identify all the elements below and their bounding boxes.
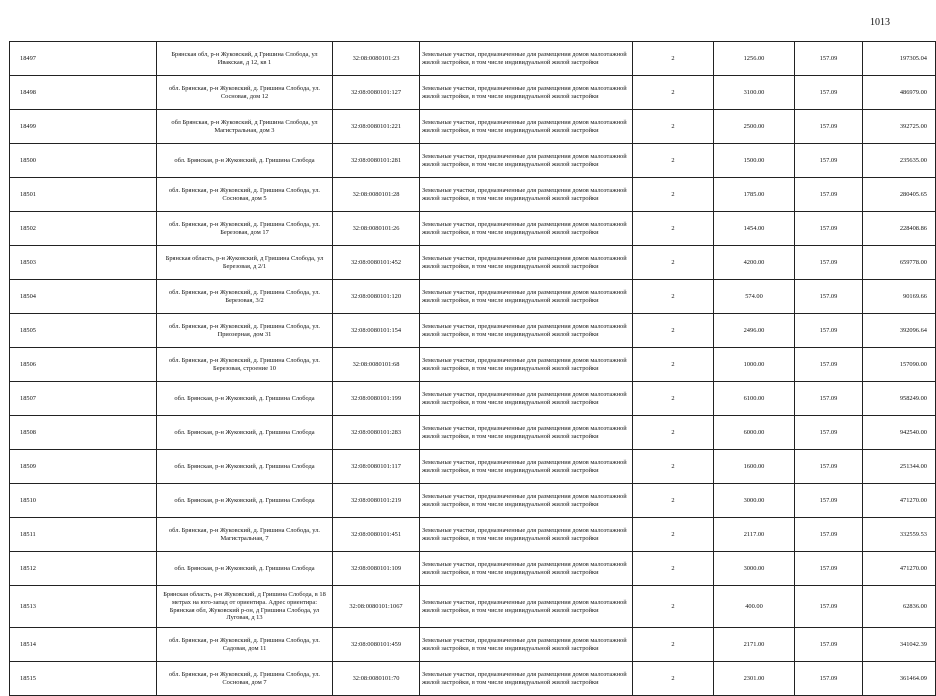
category-cell: 2 xyxy=(633,628,714,662)
row-number-cell: 18499 xyxy=(10,110,157,144)
row-number-cell: 18498 xyxy=(10,76,157,110)
land-use-cell: Земельные участки, предназначенные для размещения домов малоэтажной жилой застройки, в том числе индивидуальной жилой застройки xyxy=(420,484,633,518)
cadastral-value-cell: 471270.00 xyxy=(863,552,936,586)
table-row xyxy=(10,144,936,178)
land-use-cell: Земельные участки, предназначенные для размещения домов малоэтажной жилой застройки, в том числе индивидуальной жилой застройки xyxy=(420,348,633,382)
row-number-cell: 18503 xyxy=(10,246,157,280)
rate-cell: 157.09 xyxy=(795,76,863,110)
address-cell: обл. Брянская, р-н Жуковский, д. Гришина Слобода, ул. Березовая, 3/2 xyxy=(157,280,333,314)
cadastral-value-cell: 486979.00 xyxy=(863,76,936,110)
category-cell: 2 xyxy=(633,518,714,552)
cadastral-number-cell: 32:08:0080101:1067 xyxy=(333,586,420,628)
table-row xyxy=(10,518,936,552)
land-use-cell: Земельные участки, предназначенные для размещения домов малоэтажной жилой застройки, в том числе индивидуальной жилой застройки xyxy=(420,628,633,662)
category-cell: 2 xyxy=(633,76,714,110)
area-cell: 1785.00 xyxy=(714,178,795,212)
category-cell: 2 xyxy=(633,280,714,314)
row-number-cell: 18515 xyxy=(10,662,157,696)
cadastral-number-cell: 32:08:0080101:120 xyxy=(333,280,420,314)
cadastral-value-cell: 392096.64 xyxy=(863,314,936,348)
rate-cell: 157.09 xyxy=(795,484,863,518)
category-cell: 2 xyxy=(633,178,714,212)
area-cell: 3100.00 xyxy=(714,76,795,110)
cadastral-value-cell: 157090.00 xyxy=(863,348,936,382)
land-use-cell: Земельные участки, предназначенные для размещения домов малоэтажной жилой застройки, в том числе индивидуальной жилой застройки xyxy=(420,314,633,348)
area-cell: 3000.00 xyxy=(714,484,795,518)
row-number-cell: 18504 xyxy=(10,280,157,314)
land-use-cell: Земельные участки, предназначенные для размещения домов малоэтажной жилой застройки, в том числе индивидуальной жилой застройки xyxy=(420,144,633,178)
table-row xyxy=(10,280,936,314)
table-row xyxy=(10,382,936,416)
land-use-cell: Земельные участки, предназначенные для размещения домов малоэтажной жилой застройки, в том числе индивидуальной жилой застройки xyxy=(420,42,633,76)
cadastral-number-cell: 32:08:0080101:452 xyxy=(333,246,420,280)
rate-cell: 157.09 xyxy=(795,628,863,662)
land-use-cell: Земельные участки, предназначенные для размещения домов малоэтажной жилой застройки, в том числе индивидуальной жилой застройки xyxy=(420,212,633,246)
address-cell: обл. Брянская, р-н Жуковский, д. Гришина Слобода, ул. Магистральная, 7 xyxy=(157,518,333,552)
row-number-cell: 18511 xyxy=(10,518,157,552)
address-cell: обл. Брянская, р-н Жуковский, д. Гришина Слобода, ул. Березовая, дом 17 xyxy=(157,212,333,246)
category-cell: 2 xyxy=(633,662,714,696)
rate-cell: 157.09 xyxy=(795,110,863,144)
address-cell: обл. Брянская, р-н Жуковский, д. Гришина Слобода xyxy=(157,382,333,416)
address-cell: обл. Брянская, р-н Жуковский, д. Гришина Слобода, ул. Березовая, строение 10 xyxy=(157,348,333,382)
table-row xyxy=(10,628,936,662)
cadastral-value-cell: 361464.09 xyxy=(863,662,936,696)
category-cell: 2 xyxy=(633,144,714,178)
area-cell: 3000.00 xyxy=(714,552,795,586)
table-row xyxy=(10,348,936,382)
area-cell: 400.00 xyxy=(714,586,795,628)
address-cell: обл. Брянская, р-н Жуковский, д. Гришина Слобода xyxy=(157,450,333,484)
rate-cell: 157.09 xyxy=(795,518,863,552)
land-use-cell: Земельные участки, предназначенные для размещения домов малоэтажной жилой застройки, в том числе индивидуальной жилой застройки xyxy=(420,382,633,416)
category-cell: 2 xyxy=(633,212,714,246)
area-cell: 4200.00 xyxy=(714,246,795,280)
table-row xyxy=(10,586,936,628)
category-cell: 2 xyxy=(633,450,714,484)
cadastral-number-cell: 32:08:0080101:281 xyxy=(333,144,420,178)
rate-cell: 157.09 xyxy=(795,382,863,416)
cadastral-value-cell: 251344.00 xyxy=(863,450,936,484)
table-row xyxy=(10,314,936,348)
table-row xyxy=(10,450,936,484)
category-cell: 2 xyxy=(633,42,714,76)
rate-cell: 157.09 xyxy=(795,552,863,586)
cadastral-number-cell: 32:08:0080101:127 xyxy=(333,76,420,110)
land-use-cell: Земельные участки, предназначенные для размещения домов малоэтажной жилой застройки, в том числе индивидуальной жилой застройки xyxy=(420,586,633,628)
cadastral-number-cell: 32:08:0080101:199 xyxy=(333,382,420,416)
cadastral-number-cell: 32:08:0080101:219 xyxy=(333,484,420,518)
address-cell: обл. Брянская, р-н Жуковский, д. Гришина Слобода, ул. Сосновая, дом 12 xyxy=(157,76,333,110)
cadastral-number-cell: 32:08:0080101:154 xyxy=(333,314,420,348)
address-cell: обл. Брянская, р-н Жуковский, д. Гришина Слобода xyxy=(157,416,333,450)
row-number-cell: 18510 xyxy=(10,484,157,518)
row-number-cell: 18513 xyxy=(10,586,157,628)
row-number-cell: 18505 xyxy=(10,314,157,348)
land-use-cell: Земельные участки, предназначенные для размещения домов малоэтажной жилой застройки, в том числе индивидуальной жилой застройки xyxy=(420,110,633,144)
table-row xyxy=(10,178,936,212)
rate-cell: 157.09 xyxy=(795,662,863,696)
land-use-cell: Земельные участки, предназначенные для размещения домов малоэтажной жилой застройки, в том числе индивидуальной жилой застройки xyxy=(420,246,633,280)
cadastral-number-cell: 32:08:0080101:70 xyxy=(333,662,420,696)
rate-cell: 157.09 xyxy=(795,314,863,348)
cadastral-number-cell: 32:08:0080101:117 xyxy=(333,450,420,484)
cadastral-number-cell: 32:08:0080101:283 xyxy=(333,416,420,450)
cadastral-number-cell: 32:08:0080101:451 xyxy=(333,518,420,552)
area-cell: 1600.00 xyxy=(714,450,795,484)
rate-cell: 157.09 xyxy=(795,144,863,178)
area-cell: 574.00 xyxy=(714,280,795,314)
table-row xyxy=(10,662,936,696)
cadastral-number-cell: 32:08:0080101:26 xyxy=(333,212,420,246)
land-use-cell: Земельные участки, предназначенные для размещения домов малоэтажной жилой застройки, в том числе индивидуальной жилой застройки xyxy=(420,552,633,586)
table-row xyxy=(10,246,936,280)
cadastral-number-cell: 32:08:0080101:459 xyxy=(333,628,420,662)
row-number-cell: 18502 xyxy=(10,212,157,246)
land-use-cell: Земельные участки, предназначенные для размещения домов малоэтажной жилой застройки, в том числе индивидуальной жилой застройки xyxy=(420,416,633,450)
area-cell: 1256.00 xyxy=(714,42,795,76)
area-cell: 1000.00 xyxy=(714,348,795,382)
address-cell: Брянская обл, р-н Жуковский, д Гришина Слобода, ул Ивакская, д 12, кв 1 xyxy=(157,42,333,76)
category-cell: 2 xyxy=(633,246,714,280)
table-body xyxy=(10,42,936,696)
rate-cell: 157.09 xyxy=(795,246,863,280)
address-cell: обл. Брянская, р-н Жуковский, д. Гришина Слобода xyxy=(157,484,333,518)
area-cell: 2301.00 xyxy=(714,662,795,696)
rate-cell: 157.09 xyxy=(795,586,863,628)
area-cell: 2117.00 xyxy=(714,518,795,552)
category-cell: 2 xyxy=(633,314,714,348)
rate-cell: 157.09 xyxy=(795,348,863,382)
address-cell: обл. Брянская, р-н Жуковский, д. Гришина Слобода, ул. Садовая, дом 11 xyxy=(157,628,333,662)
land-use-cell: Земельные участки, предназначенные для размещения домов малоэтажной жилой застройки, в том числе индивидуальной жилой застройки xyxy=(420,178,633,212)
cadastral-value-cell: 235635.00 xyxy=(863,144,936,178)
cadastral-value-cell: 392725.00 xyxy=(863,110,936,144)
address-cell: обл. Брянская, р-н Жуковский, д. Гришина Слобода xyxy=(157,144,333,178)
rate-cell: 157.09 xyxy=(795,42,863,76)
table-row xyxy=(10,212,936,246)
table-row xyxy=(10,416,936,450)
area-cell: 2171.00 xyxy=(714,628,795,662)
row-number-cell: 18497 xyxy=(10,42,157,76)
land-use-cell: Земельные участки, предназначенные для размещения домов малоэтажной жилой застройки, в том числе индивидуальной жилой застройки xyxy=(420,450,633,484)
page-number: 1013 xyxy=(870,17,890,28)
area-cell: 1500.00 xyxy=(714,144,795,178)
category-cell: 2 xyxy=(633,416,714,450)
cadastral-number-cell: 32:08:0080101:221 xyxy=(333,110,420,144)
rate-cell: 157.09 xyxy=(795,280,863,314)
area-cell: 2496.00 xyxy=(714,314,795,348)
address-cell: обл. Брянская, р-н Жуковский, д. Гришина Слобода, ул. Сосновая, дом 7 xyxy=(157,662,333,696)
cadastral-value-cell: 942540.00 xyxy=(863,416,936,450)
cadastral-value-cell: 197305.04 xyxy=(863,42,936,76)
category-cell: 2 xyxy=(633,348,714,382)
land-registry-table xyxy=(9,41,936,696)
table-row xyxy=(10,110,936,144)
row-number-cell: 18514 xyxy=(10,628,157,662)
rate-cell: 157.09 xyxy=(795,212,863,246)
cadastral-number-cell: 32:08:0080101:68 xyxy=(333,348,420,382)
cadastral-number-cell: 32:08:0080101:23 xyxy=(333,42,420,76)
land-use-cell: Земельные участки, предназначенные для размещения домов малоэтажной жилой застройки, в том числе индивидуальной жилой застройки xyxy=(420,662,633,696)
cadastral-value-cell: 341042.39 xyxy=(863,628,936,662)
cadastral-value-cell: 280405.65 xyxy=(863,178,936,212)
cadastral-value-cell: 332559.53 xyxy=(863,518,936,552)
area-cell: 6000.00 xyxy=(714,416,795,450)
rate-cell: 157.09 xyxy=(795,416,863,450)
table-row xyxy=(10,42,936,76)
address-cell: обл. Брянская, р-н Жуковский, д. Гришина Слобода, ул. Сосновая, дом 5 xyxy=(157,178,333,212)
row-number-cell: 18500 xyxy=(10,144,157,178)
table-row xyxy=(10,484,936,518)
row-number-cell: 18506 xyxy=(10,348,157,382)
cadastral-number-cell: 32:08:0080101:109 xyxy=(333,552,420,586)
category-cell: 2 xyxy=(633,586,714,628)
address-cell: Брянская область, р-н Жуковский, д Гришина Слобода, ул Березовая, д 2/1 xyxy=(157,246,333,280)
category-cell: 2 xyxy=(633,382,714,416)
area-cell: 2500.00 xyxy=(714,110,795,144)
row-number-cell: 18509 xyxy=(10,450,157,484)
land-use-cell: Земельные участки, предназначенные для размещения домов малоэтажной жилой застройки, в том числе индивидуальной жилой застройки xyxy=(420,76,633,110)
land-use-cell: Земельные участки, предназначенные для размещения домов малоэтажной жилой застройки, в том числе индивидуальной жилой застройки xyxy=(420,280,633,314)
cadastral-value-cell: 958249.00 xyxy=(863,382,936,416)
address-cell: обл. Брянская, р-н Жуковский, д. Гришина Слобода, ул. Приозерная, дом 31 xyxy=(157,314,333,348)
row-number-cell: 18508 xyxy=(10,416,157,450)
cadastral-value-cell: 90169.66 xyxy=(863,280,936,314)
row-number-cell: 18507 xyxy=(10,382,157,416)
land-use-cell: Земельные участки, предназначенные для размещения домов малоэтажной жилой застройки, в том числе индивидуальной жилой застройки xyxy=(420,518,633,552)
rate-cell: 157.09 xyxy=(795,450,863,484)
rate-cell: 157.09 xyxy=(795,178,863,212)
address-cell: Брянская область, р-н Жуковский, д Гришина Слобода, в 18 метрах на юго-запад от ориентира. Адрес ориентира: Брянская обл, Жуковский р-он, д Гришина Слобода, ул Луговая, д 13 xyxy=(157,586,333,628)
table-row xyxy=(10,76,936,110)
category-cell: 2 xyxy=(633,552,714,586)
area-cell: 6100.00 xyxy=(714,382,795,416)
cadastral-value-cell: 62836.00 xyxy=(863,586,936,628)
cadastral-value-cell: 659778.00 xyxy=(863,246,936,280)
address-cell: обл Брянская, р-н Жуковский, д Гришина Слобода, ул Магистральная, дом 3 xyxy=(157,110,333,144)
row-number-cell: 18512 xyxy=(10,552,157,586)
cadastral-value-cell: 228408.86 xyxy=(863,212,936,246)
address-cell: обл. Брянская, р-н Жуковский, д. Гришина Слобода xyxy=(157,552,333,586)
category-cell: 2 xyxy=(633,484,714,518)
cadastral-number-cell: 32:08:0080101:28 xyxy=(333,178,420,212)
cadastral-value-cell: 471270.00 xyxy=(863,484,936,518)
row-number-cell: 18501 xyxy=(10,178,157,212)
table-row xyxy=(10,552,936,586)
category-cell: 2 xyxy=(633,110,714,144)
area-cell: 1454.00 xyxy=(714,212,795,246)
